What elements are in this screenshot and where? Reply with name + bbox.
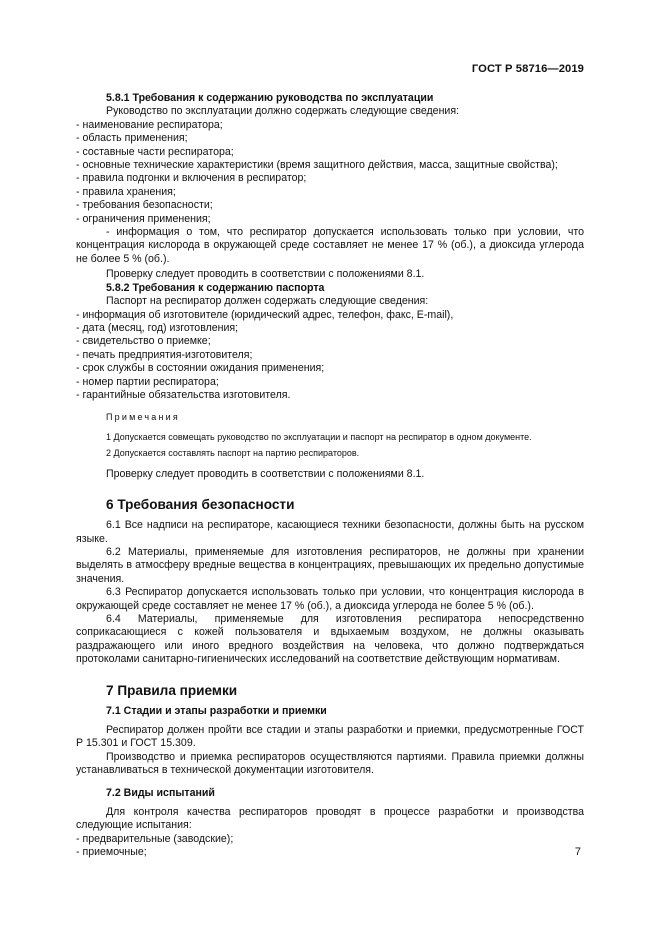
list-item: - приемочные;	[76, 846, 147, 859]
list-item: - правила хранения;	[76, 185, 176, 198]
section-6-heading: 6 Требования безопасности	[106, 497, 295, 513]
list-item: - требования безопасности;	[76, 199, 213, 212]
list-item: - основные технические характеристики (время защитного действия, масса, защитные свойства);	[76, 159, 558, 172]
list-item: - гарантийные обязательства изготовителя.	[76, 388, 291, 401]
test-types-list	[76, 833, 584, 860]
list-item: - информация об изготовителе (юридический адрес, телефон, факс, E-mail),	[76, 308, 454, 321]
standard-code: ГОСТ Р 58716—2019	[471, 63, 584, 75]
list-item: - правила подгонки и включения в респиратор;	[76, 172, 307, 185]
section-5-8-2-check: Проверку следует проводить в соответствии с положениями 8.1.	[106, 467, 425, 480]
paragraph-7-1-b: Производство и приемка респираторов осуществляются партиями. Правила приемки должны устанавливаться в технической документации изготовителя.	[76, 750, 584, 777]
section-5-8-1-heading: 5.8.1 Требования к содержанию руководства по эксплуатации	[106, 92, 434, 104]
manual-contents-list	[76, 119, 584, 226]
list-item: - свидетельство о приемке;	[76, 335, 211, 348]
section-7-2-heading: 7.2 Виды испытаний	[106, 786, 215, 799]
paragraph-6-2: 6.2 Материалы, применяемые для изготовления респираторов, не должны при хранении выделять в атмосферу вредные вещества в концентрациях, превышающих их предельно допустимые значения.	[76, 545, 584, 585]
paragraph-6-3: 6.3 Респиратор допускается использовать только при условии, что концентрация кислорода в окружающей среде составляет не менее 17 % (об.), а диоксида углерода не более 5 % (об.).	[76, 586, 584, 612]
section-5-8-2-intro: Паспорт на респиратор должен содержать следующие сведения:	[106, 295, 429, 308]
list-item: - печать предприятия-изготовителя;	[76, 348, 253, 361]
section-5-8-1-intro: Руководство по эксплуатации должно содержать следующие сведения:	[106, 105, 460, 118]
note-item: 2 Допускается составлять паспорт на партию респираторов.	[106, 447, 360, 458]
notes-title: Примечания	[106, 412, 180, 423]
section-7-heading: 7 Правила приемки	[106, 682, 238, 698]
list-item: - область применения;	[76, 132, 188, 145]
list-item: - предварительные (заводские);	[76, 832, 234, 845]
paragraph-7-1-a: Респиратор должен пройти все стадии и этапы разработки и приемки, предусмотренные ГОСТ Р 15.301 и ГОСТ 15.309.	[76, 724, 584, 750]
note-item: 1 Допускается совмещать руководство по эксплуатации и паспорт на респиратор в одном документе.	[106, 431, 532, 442]
page-content	[76, 92, 584, 860]
list-item: - срок службы в состоянии ожидания применения;	[76, 362, 325, 375]
paragraph-6-4: 6.4 Материалы, применяемые для изготовления респиратора непосредственно соприкасающиеся с кожей пользователя и вдыхаемым воздухом, не должны оказывать раздражающего или иного вредного воздействия на человека, что должно подтверждаться протоколами санитарно-гигиенических исследований на соответствие действующим нормативам.	[76, 613, 584, 666]
list-item: - ограничения применения;	[76, 212, 211, 225]
paragraph-6-1: 6.1 Все надписи на респираторе, касающиеся техники безопасности, должны быть на русском языке.	[76, 519, 584, 545]
list-item: - составные части респиратора;	[76, 145, 234, 158]
paragraph-7-2-intro: Для контроля качества респираторов проводят в процессе разработки и производства следующие испытания:	[76, 806, 584, 832]
section-7-1-heading: 7.1 Стадии и этапы разработки и приемки	[106, 704, 327, 717]
list-item: - информация о том, что респиратор допускается использовать только при условии, что концентрация кислорода в окружающей среде составляет не менее 17 % (об.), а диоксида углерода не более 5 % (об.).	[76, 226, 584, 265]
section-5-8-1-check: Проверку следует проводить в соответствии с положениями 8.1.	[106, 268, 425, 281]
list-item: - дата (месяц, год) изготовления;	[76, 321, 239, 334]
list-item: - номер партии респиратора;	[76, 375, 219, 388]
list-item: - наименование респиратора;	[76, 118, 223, 131]
passport-contents-list	[76, 309, 584, 403]
page-number: 7	[574, 846, 581, 858]
section-5-8-2-heading: 5.8.2 Требования к содержанию паспорта	[106, 281, 325, 294]
